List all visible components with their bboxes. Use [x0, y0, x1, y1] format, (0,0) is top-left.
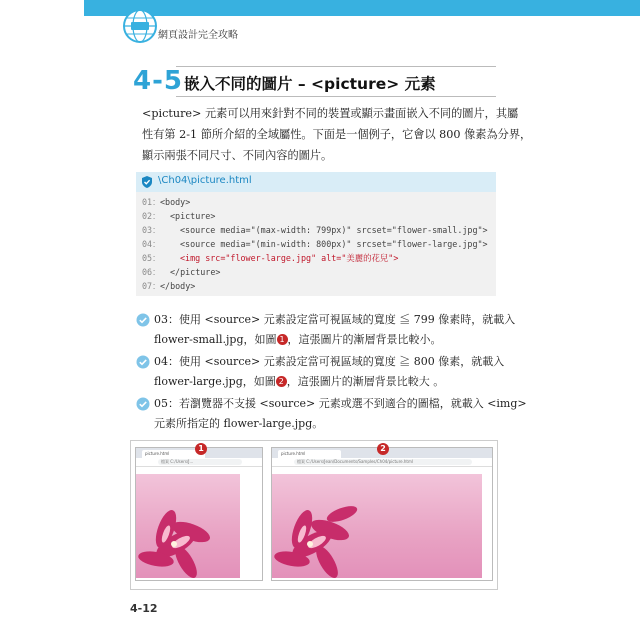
- paragraph-line: 性有第 2-1 節所介紹的全域屬性。下面是一個例子，它會以 800 像素為分界，: [142, 128, 532, 141]
- line-number: 02：: [142, 211, 161, 221]
- bullet-line: 04：使用 <source> 元素設定當可視區域的寬度 ≧ 800 像素，就載入: [154, 355, 505, 368]
- line-number: 07：: [142, 281, 161, 291]
- address-bar: [136, 458, 262, 467]
- code-text-part: 美麗的花兒: [346, 253, 389, 263]
- code-text: [180, 251, 398, 265]
- bullet-text: [154, 310, 516, 350]
- paragraph-line: 顯示兩張不同尺寸、不同內容的圖片。: [142, 149, 333, 162]
- code-text: <source media="(max-width: 799px)" srcset="flower-small.jpg">: [180, 225, 488, 235]
- address-url: 檔案 C:/Users/J...: [158, 459, 242, 465]
- line-number: 04：: [142, 239, 161, 249]
- bullet-line: [154, 330, 496, 350]
- line-number: 05：: [142, 253, 161, 263]
- section-rule-bottom: [176, 96, 496, 97]
- code-text: </body>: [160, 281, 196, 291]
- section-rule-top: [176, 66, 496, 67]
- screenshot-figure: [130, 440, 498, 590]
- line-number: 03：: [142, 225, 161, 235]
- browser-viewport: [136, 468, 262, 580]
- section-title: 嵌入不同的圖片 – <picture> 元素: [184, 75, 436, 93]
- bullet-line: [154, 372, 496, 392]
- bullet-item: [136, 310, 516, 350]
- globe-logo-icon: [122, 8, 158, 44]
- line-number: 06：: [142, 267, 161, 277]
- code-text: <picture>: [170, 211, 216, 221]
- check-circle-icon: [136, 313, 150, 327]
- paragraph-line: <picture> 元素可以用來針對不同的裝置或顯示畫面嵌入不同的圖片，其屬: [142, 107, 519, 120]
- bullet-text: [154, 352, 505, 392]
- book-title: 網頁設計完全攻略: [158, 30, 238, 41]
- bullet-item: [136, 352, 505, 392]
- flower-small-image: [136, 474, 240, 578]
- page-number: 4-12: [130, 602, 158, 615]
- code-header: [136, 172, 496, 192]
- bullet-text-part: flower-small.jpg，如圖: [154, 333, 277, 346]
- browser-tab: picture.html: [142, 450, 205, 458]
- bullet-text: [154, 394, 527, 434]
- browser-viewport: [272, 468, 492, 580]
- bullet-text-part: flower-large.jpg，如圖: [154, 375, 276, 388]
- figure-ref-badge: 1: [277, 334, 288, 345]
- code-text: <body>: [160, 197, 191, 207]
- code-text: <source media="(min-width: 800px)" srcset="flower-large.jpg">: [180, 239, 488, 249]
- intro-paragraph: [142, 103, 532, 166]
- bullet-text-part: ，這張圖片的漸層背景比較大 。: [286, 375, 445, 388]
- code-filename: \Ch04\picture.html: [158, 175, 252, 186]
- flower-large-image: [272, 474, 482, 578]
- figure-ref-badge: 2: [276, 376, 287, 387]
- code-text-part: ">: [388, 253, 399, 263]
- bullet-line: 05：若瀏覽器不支援 <source> 元素或選不到適合的圖檔，就載入 <img>: [154, 397, 527, 410]
- flower-illustration: [136, 474, 240, 578]
- section-number: 4-5: [133, 66, 183, 96]
- browser-tab: picture.html: [278, 450, 341, 458]
- bullet-line: 元素所指定的 flower-large.jpg。: [154, 417, 324, 430]
- figure-marker: 2: [377, 443, 389, 455]
- figure-marker: 1: [195, 443, 207, 455]
- line-number: 01：: [142, 197, 161, 207]
- code-text: </picture>: [170, 267, 221, 277]
- browser-window-large: [271, 447, 493, 581]
- browser-window-small: [135, 447, 263, 581]
- bullet-line: 03：使用 <source> 元素設定當可視區域的寬度 ≦ 799 像素時，就載入: [154, 313, 516, 326]
- bullet-text-part: ，這張圖片的漸層背景比較小。: [287, 333, 442, 346]
- bullet-item: [136, 394, 527, 434]
- address-url: 檔案 C:/Users/Jean/Documents/Samples/Ch04/picture.html: [294, 459, 472, 465]
- flower-illustration: [272, 474, 482, 578]
- check-circle-icon: [136, 397, 150, 411]
- address-bar: [272, 458, 492, 467]
- check-circle-icon: [136, 355, 150, 369]
- header-bar: [84, 0, 640, 16]
- shield-check-icon: [140, 175, 154, 189]
- code-block: [136, 192, 496, 296]
- code-text-part: <img src="flower-large.jpg" alt=": [180, 253, 347, 263]
